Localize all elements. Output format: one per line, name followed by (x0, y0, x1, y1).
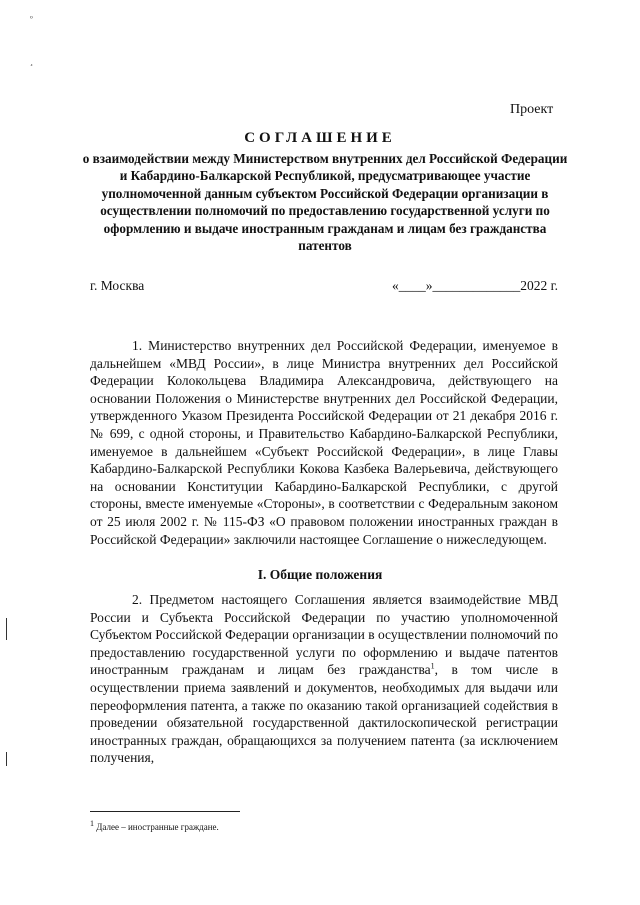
paragraph-2-text-end: , в том числе в осуществлении приема заявлений и документов, необходимых для выдачи или переоформления патента, а также по оказанию такой организацией содействия в проведении обязательной государственной дактилоскопической регистрации иностранных граждан, обращающихся за получением патента (за исключением получения, (90, 662, 558, 766)
footnote-text: Далее – иностранные граждане. (96, 822, 219, 832)
document-subtitle: о взаимодействии между Министерством внутренних дел Российской Федерации и Кабардино-Балкарской Республикой, предусматривающее участие уполномоченной данным субъектом Российской Федерации организации в осуществлении полномочий по предоставлению государственной услуги по оформлению и выдаче иностранным гражданам и лицам без гражданства патентов (82, 151, 568, 254)
footnote-divider (90, 811, 240, 812)
paragraph-2 (90, 591, 558, 767)
scan-artifact-icon: ¸ (30, 56, 33, 66)
footnote-number: 1 (90, 819, 94, 828)
document-title: СОГЛАШЕНИЕ (244, 130, 396, 146)
footnote (90, 819, 219, 832)
scan-artifact-icon: º (30, 14, 33, 24)
place-text: г. Москва (90, 278, 145, 293)
paragraph-2-text-start: 2. Предметом настоящего Соглашения является взаимодействие МВД России и Субъекта Российской Федерации по участию уполномоченной Субъектом Российской Федерации организации в осуществлении полномочий по предоставлению государственной услуги по оформлению и выдаче патентов иностранным гражданам и лицам без гражданства (90, 592, 558, 678)
paragraph-1: 1. Министерство внутренних дел Российской Федерации, именуемое в дальнейшем «МВД России», в лице Министра внутренних дел Российской Федерации Колокольцева Владимира Александровича, действующего на основании Положения о Министерстве внутренних дел Российской Федерации, утвержденного Указом Президента Российской Федерации от 21 декабря 2016 г. № 699, с одной стороны, и Правительство Кабардино-Балкарской Республики, именуемое в дальнейшем «Субъект Российской Федерации», в лице Главы Кабардино-Балкарской Республики Кокова Казбека Валерьевича, действующего на основании Конституции Кабардино-Балкарской Республики, с другой стороны, вместе именуемые «Стороны», в соответствии с Федеральным законом от 25 июля 2002 г. № 115-ФЗ «О правовом положении иностранных граждан в Российской Федерации» заключили настоящее Соглашение о нижеследующем. (90, 338, 558, 547)
scan-edge-mark (6, 618, 7, 640)
scan-edge-mark (6, 752, 7, 766)
draft-label: Проект (510, 102, 554, 117)
date-text: «____»_____________2022 г. (391, 278, 558, 293)
footnote-reference: 1 (430, 661, 435, 671)
section-heading: I. Общие положения (257, 567, 383, 582)
